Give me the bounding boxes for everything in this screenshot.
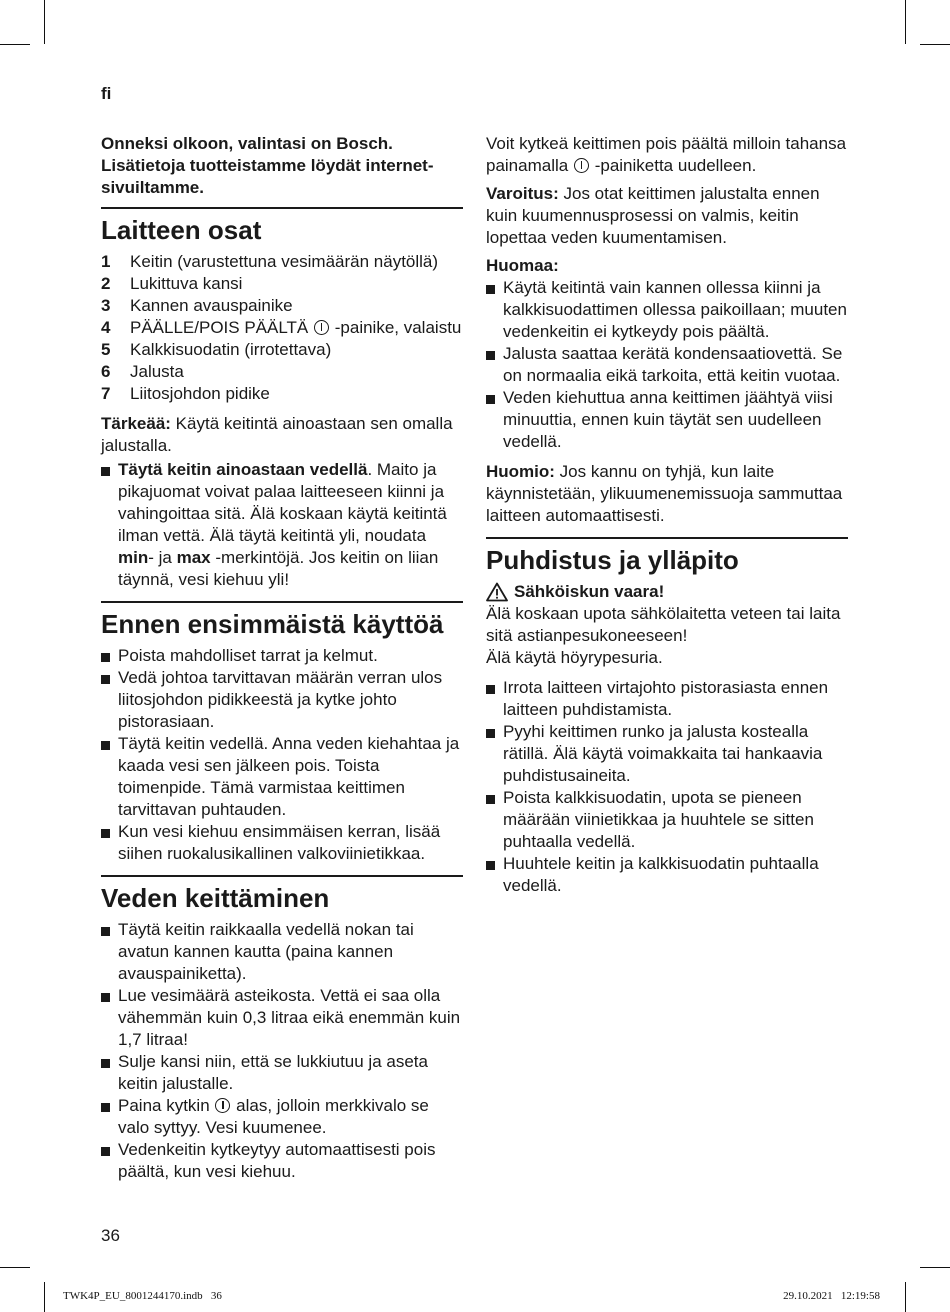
- max-label: max: [176, 548, 211, 567]
- crop-mark: [44, 0, 45, 44]
- first-use-list: [101, 645, 463, 865]
- item-number: 5: [101, 340, 111, 359]
- important-note: [101, 413, 463, 457]
- attention-text: Jos kannu on tyhjä, kun laite käynnistetään, ylikuumenemissuoja sammuttaa laitteen automaattisesti.: [486, 462, 843, 525]
- item-number: 2: [101, 274, 111, 293]
- note-list: [486, 277, 848, 453]
- list-item: Pyyhi keittimen runko ja jalusta kostealla rätillä. Älä käytä voimakkaita tai hankaavia puhdistusaineita.: [486, 721, 848, 787]
- crop-mark: [920, 44, 950, 45]
- crop-mark: [920, 1267, 950, 1268]
- section-title-boiling: Veden keittäminen: [101, 875, 463, 913]
- item-text-after: alas, jolloin merkkivalo se valo syttyy. Vesi kuumenee.: [118, 1096, 429, 1137]
- list-item: Poista kalkkisuodatin, upota se pieneen määrään viinietikkaa ja huuhtele se sitten puhtaalla vedellä.: [486, 787, 848, 853]
- fill-text: -merkintöjä. Jos keitin on liian täynnä, vesi kiehuu yli!: [118, 548, 439, 589]
- item-text: Kalkkisuodatin (irrotettava): [130, 340, 332, 359]
- note-label: Huomaa:: [486, 256, 559, 275]
- crop-mark: [0, 44, 30, 45]
- list-item: Kun vesi kiehuu ensimmäisen kerran, lisää siihen ruokalusikallinen valkoviinietikkaa.: [101, 821, 463, 865]
- fill-text: . Maito ja pikajuomat voivat palaa laitteeseen kiinni ja vahingoittaa sitä. Älä koskaan käytä keitintä ilman vettä. Älä täytä keitintä yli, noudata: [118, 460, 447, 545]
- list-item: [101, 317, 463, 339]
- attention-note: [486, 461, 848, 527]
- list-item: [101, 339, 463, 361]
- item-text-after: -painike, valaistu: [334, 318, 462, 337]
- item-text: Liitosjohdon pidike: [130, 384, 270, 403]
- danger-text: Älä käytä höyrypesuria.: [486, 648, 663, 667]
- fill-warning-list: [101, 459, 463, 591]
- item-text: Keitin (varustettuna vesimäärän näytöllä): [130, 252, 439, 271]
- parts-list: [101, 251, 463, 405]
- warning-triangle-icon: [486, 582, 508, 602]
- list-item: Poista mahdolliset tarrat ja kelmut.: [101, 645, 463, 667]
- crop-mark: [0, 1267, 30, 1268]
- list-item: [101, 361, 463, 383]
- item-text: Jalusta: [130, 362, 184, 381]
- print-slug-file: TWK4P_EU_8001244170.indb 36: [63, 1290, 222, 1302]
- item-number: 3: [101, 296, 111, 315]
- important-text: Käytä keitintä ainoastaan sen omalla jalustalla.: [101, 414, 453, 455]
- cleaning-list: [486, 677, 848, 897]
- language-code: fi: [101, 84, 112, 103]
- warning-label: Varoitus:: [486, 184, 559, 203]
- crop-mark: [44, 1282, 45, 1312]
- list-item: [101, 295, 463, 317]
- left-column: [101, 133, 463, 1191]
- list-item: Sulje kansi niin, että se lukkiutuu ja aseta keitin jalustalle.: [101, 1051, 463, 1095]
- text-before: Voit kytkeä keittimen pois päältä milloin tahansa painamalla: [486, 134, 847, 175]
- danger-heading: [486, 581, 848, 603]
- item-number: 4: [101, 318, 111, 337]
- warning-text: Jos otat keittimen jalustalta ennen kuin kuumennusprosessi on valmis, keitin lopettaa veden kuumentamisen.: [486, 184, 820, 247]
- page-number: 36: [101, 1226, 120, 1245]
- item-number: 6: [101, 362, 111, 381]
- important-label: Tärkeää:: [101, 414, 171, 433]
- list-item: Vedä johtoa tarvittavan määrän verran ulos liitosjohdon pidikkeestä ja kytke johto pistorasiaan.: [101, 667, 463, 733]
- right-column: [486, 133, 848, 905]
- list-item: Lue vesimäärä asteikosta. Vettä ei saa olla vähemmän kuin 0,3 litraa eikä enemmän kuin 1,7 litraa!: [101, 985, 463, 1051]
- list-item: Täytä keitin vedellä. Anna veden kiehahtaa ja kaada vesi sen jälkeen pois. Toista toimenpide. Tämä varmistaa keittimen tarvittavan puhtauden.: [101, 733, 463, 821]
- list-item: Jalusta saattaa kerätä kondensaatiovettä. Se on normaalia eikä tarkoita, että keitin vuotaa.: [486, 343, 848, 387]
- item-number: 1: [101, 252, 111, 271]
- section-title-first-use: Ennen ensimmäistä käyttöä: [101, 601, 463, 639]
- boiling-list: [101, 919, 463, 1183]
- crop-mark: [905, 1282, 906, 1312]
- min-label: min: [118, 548, 149, 567]
- list-item: Irrota laitteen virtajohto pistorasiasta ennen laitteen puhdistamista.: [486, 677, 848, 721]
- list-item: Vedenkeitin kytkeytyy automaattisesti pois päältä, kun vesi kiehuu.: [101, 1139, 463, 1183]
- list-item: Veden kiehuttua anna keittimen jäähtyä viisi minuuttia, ennen kuin täytät sen uudelleen vedellä.: [486, 387, 848, 453]
- item-text: Kannen avauspainike: [130, 296, 293, 315]
- section-title-cleaning: Puhdistus ja ylläpito: [486, 537, 848, 575]
- text-after: -painiketta uudelleen.: [594, 156, 757, 175]
- fill-text: - ja: [148, 548, 172, 567]
- danger-text: Älä koskaan upota sähkölaitetta veteen tai laita sitä astianpesukoneeseen!: [486, 604, 841, 645]
- list-item: Täytä keitin raikkaalla vedellä nokan tai avatun kannen kautta (paina kannen avauspainiketta).: [101, 919, 463, 985]
- list-item: [101, 383, 463, 405]
- print-slug-date: 29.10.2021 12:19:58: [783, 1290, 880, 1302]
- crop-mark: [905, 0, 906, 44]
- power-symbol-icon: [314, 320, 329, 335]
- item-text-before: PÄÄLLE/POIS PÄÄLTÄ: [130, 318, 309, 337]
- item-text-before: Paina kytkin: [118, 1096, 210, 1115]
- list-item: [101, 1095, 463, 1139]
- power-symbol-icon: [574, 158, 589, 173]
- list-item: Käytä keitintä vain kannen ollessa kiinni ja kalkkisuodattimen ollessa paikoillaan; muuten vedenkeitin ei kytkeydy pois päältä.: [486, 277, 848, 343]
- fill-bold: Täytä keitin ainoastaan vedellä: [118, 460, 368, 479]
- list-item: [101, 251, 463, 273]
- item-text: [130, 317, 461, 339]
- item-text: Lukittuva kansi: [130, 274, 243, 293]
- item-number: 7: [101, 384, 111, 403]
- list-item: [101, 459, 463, 591]
- warning-note: [486, 183, 848, 249]
- section-title-parts: Laitteen osat: [101, 207, 463, 245]
- attention-label: Huomio:: [486, 462, 555, 481]
- list-item: [101, 273, 463, 295]
- switch-off-text: [486, 133, 848, 177]
- power-symbol-icon: [215, 1098, 230, 1113]
- intro-text: Onneksi olkoon, valintasi on Bosch. Lisätietoja tuotteistamme löydät internet-sivuiltamme.: [101, 134, 434, 197]
- danger-label: Sähköiskun vaara!: [514, 582, 665, 601]
- list-item: Huuhtele keitin ja kalkkisuodatin puhtaalla vedellä.: [486, 853, 848, 897]
